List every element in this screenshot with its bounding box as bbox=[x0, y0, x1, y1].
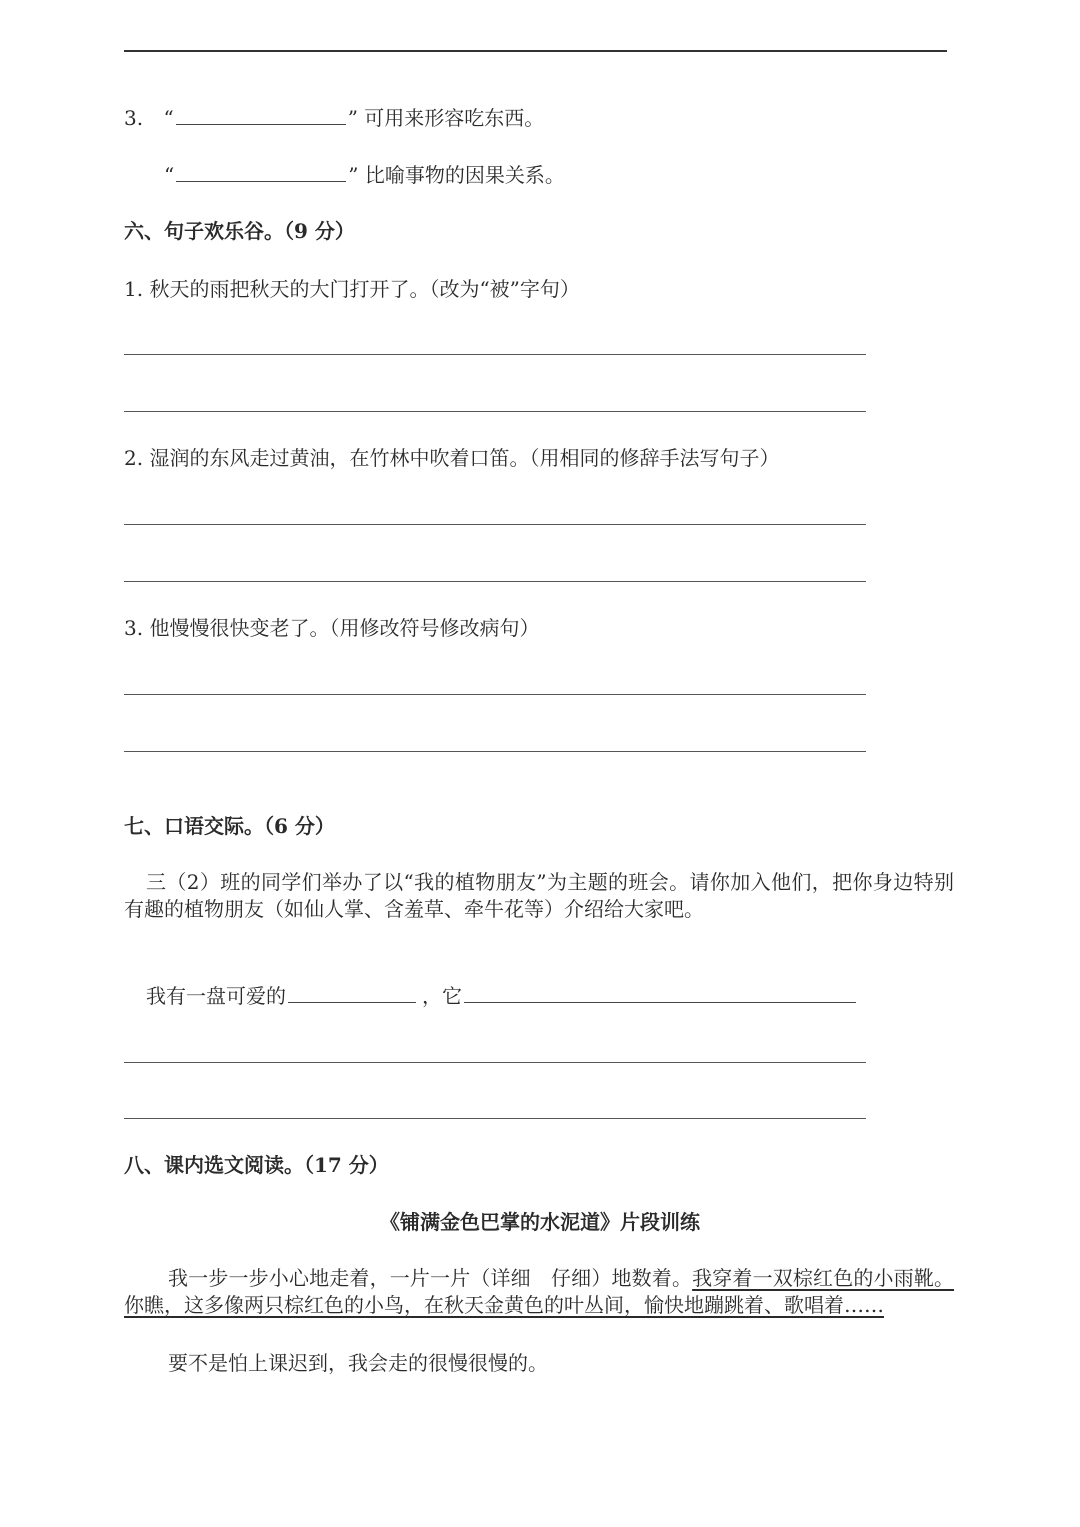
answer-line[interactable] bbox=[124, 411, 866, 412]
page-top-rule bbox=[124, 50, 947, 52]
fill-q3-text-2: 比喻事物的因果关系。 bbox=[364, 163, 565, 187]
answer-line[interactable] bbox=[124, 751, 866, 752]
answer-line[interactable] bbox=[124, 524, 866, 525]
section7-starter bbox=[146, 986, 858, 1006]
section7-heading: 七、口语交际。（6 分） bbox=[124, 814, 335, 838]
description-blank[interactable] bbox=[464, 1001, 856, 1003]
open-quote: “ bbox=[164, 163, 175, 187]
section6-question-1: 1. 秋天的雨把秋天的大门打开了。（改为“被”字句） bbox=[124, 277, 580, 301]
plant-name-blank[interactable] bbox=[288, 1001, 416, 1003]
section6-heading: 六、句子欢乐谷。（9 分） bbox=[124, 219, 355, 243]
fill-q3-number: 3. bbox=[124, 106, 144, 130]
starter-text-2: ，它 bbox=[422, 984, 462, 1008]
fill-q3-text-1: 可用来形容吃东西。 bbox=[364, 106, 545, 130]
passage-text-underlined: 我穿着一双棕红色的小雨靴。你瞧，这多像两只棕红色的小鸟，在秋天金黄色的叶丛间，愉快地蹦跳着、歌唱着…… bbox=[124, 1266, 955, 1317]
section7-prompt bbox=[124, 869, 954, 923]
section8-heading: 八、课内选文阅读。（17 分） bbox=[124, 1153, 389, 1177]
fill-blank-2[interactable] bbox=[176, 180, 346, 182]
passage-paragraph-1 bbox=[124, 1265, 954, 1319]
fill-blank-1[interactable] bbox=[176, 123, 346, 125]
passage-text-plain: 我一步一步小心地走着，一片一片（详细 仔细）地数着。 bbox=[168, 1266, 693, 1290]
answer-line[interactable] bbox=[124, 1118, 866, 1119]
fill-q3-line2 bbox=[164, 165, 565, 185]
open-quote: “ bbox=[163, 106, 174, 130]
answer-line[interactable] bbox=[124, 1062, 866, 1063]
section6-question-2: 2. 湿润的东风走过黄油，在竹林中吹着口笛。（用相同的修辞手法写句子） bbox=[124, 446, 780, 470]
fill-q3-line1 bbox=[124, 108, 544, 128]
close-quote: ” bbox=[348, 163, 359, 187]
section7-prompt-text: 三（2）班的同学们举办了以“我的植物朋友”为主题的班会。请你加入他们，把你身边特别有趣的植物朋友（如仙人掌、含羞草、牵牛花等）介绍给大家吧。 bbox=[124, 870, 954, 921]
answer-line[interactable] bbox=[124, 581, 866, 582]
passage-title: 《铺满金色巴掌的水泥道》片段训练 bbox=[380, 1210, 700, 1234]
section6-question-3: 3. 他慢慢很快变老了。（用修改符号修改病句） bbox=[124, 616, 540, 640]
close-quote: ” bbox=[347, 106, 358, 130]
answer-line[interactable] bbox=[124, 354, 866, 355]
passage-paragraph-2: 要不是怕上课迟到，我会走的很慢很慢的。 bbox=[168, 1351, 548, 1375]
answer-line[interactable] bbox=[124, 694, 866, 695]
starter-text-1: 我有一盘可爱的 bbox=[146, 984, 286, 1008]
